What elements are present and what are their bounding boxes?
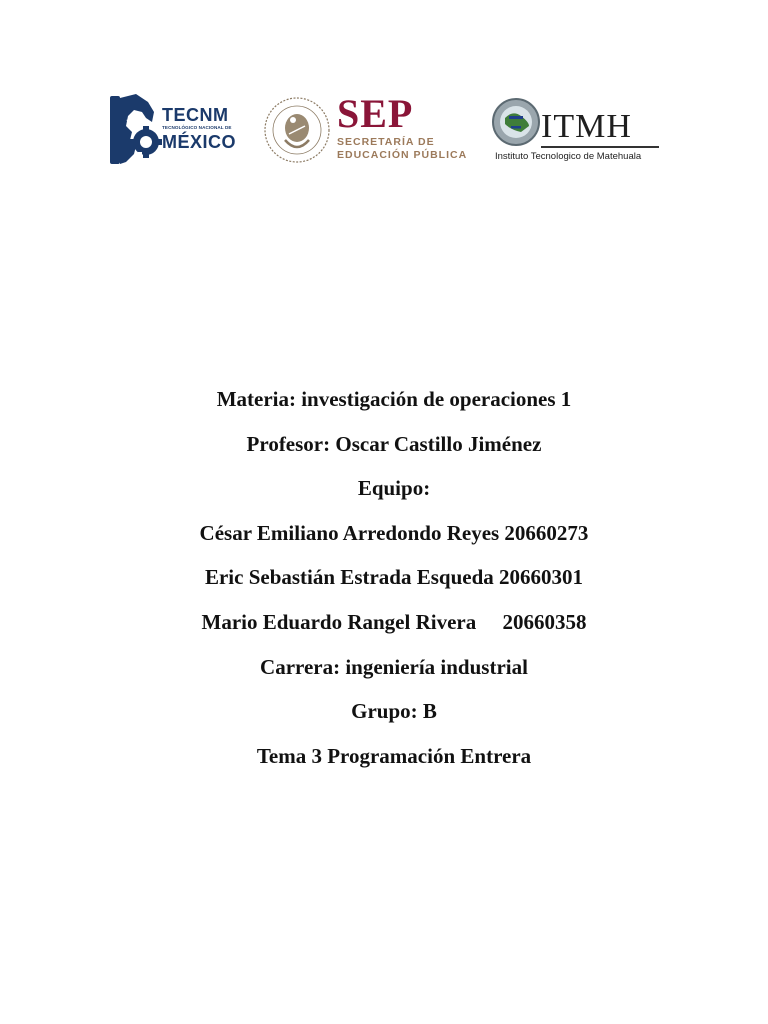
professor-line: Profesor: Oscar Castillo Jiménez	[246, 431, 542, 456]
itmh-logo	[491, 96, 671, 168]
itmh-globe-icon	[491, 96, 541, 148]
itmh-divider	[541, 146, 659, 148]
mexican-coat-of-arms-icon	[263, 96, 331, 164]
group-line: Grupo: B	[351, 699, 437, 724]
team-member: Eric Sebastián Estrada Esqueda 20660301	[204, 565, 584, 590]
cover-block	[0, 377, 768, 778]
tecnm-subtitle: TECNOLÓGICO NACIONAL DE	[162, 125, 232, 130]
sep-line2: EDUCACIÓN PÚBLICA	[337, 148, 468, 161]
tecnm-logo	[108, 92, 238, 168]
sep-logo	[263, 92, 468, 168]
team-member: Mario Eduardo Rangel Rivera 20660358	[201, 609, 587, 634]
tecnm-country: MÉXICO	[162, 131, 237, 152]
itmh-acronym: ITMH	[541, 108, 632, 145]
sep-acronym: SEP	[337, 91, 414, 136]
logo-bar	[108, 92, 668, 172]
itmh-subtitle: Instituto Tecnologico de Matehuala	[495, 151, 642, 162]
tecnm-eagle-gear-icon	[108, 92, 164, 168]
career-line: Carrera: ingeniería industrial	[260, 654, 528, 679]
tecnm-title: TECNM	[162, 105, 229, 125]
subject-line: Materia: investigación de operaciones 1	[216, 387, 572, 411]
sep-line1: SECRETARÍA DE	[337, 136, 435, 148]
team-heading: Equipo:	[357, 476, 431, 501]
topic-line: Tema 3 Programación Entrera	[256, 743, 532, 768]
team-member: César Emiliano Arredondo Reyes 20660273	[199, 520, 589, 545]
